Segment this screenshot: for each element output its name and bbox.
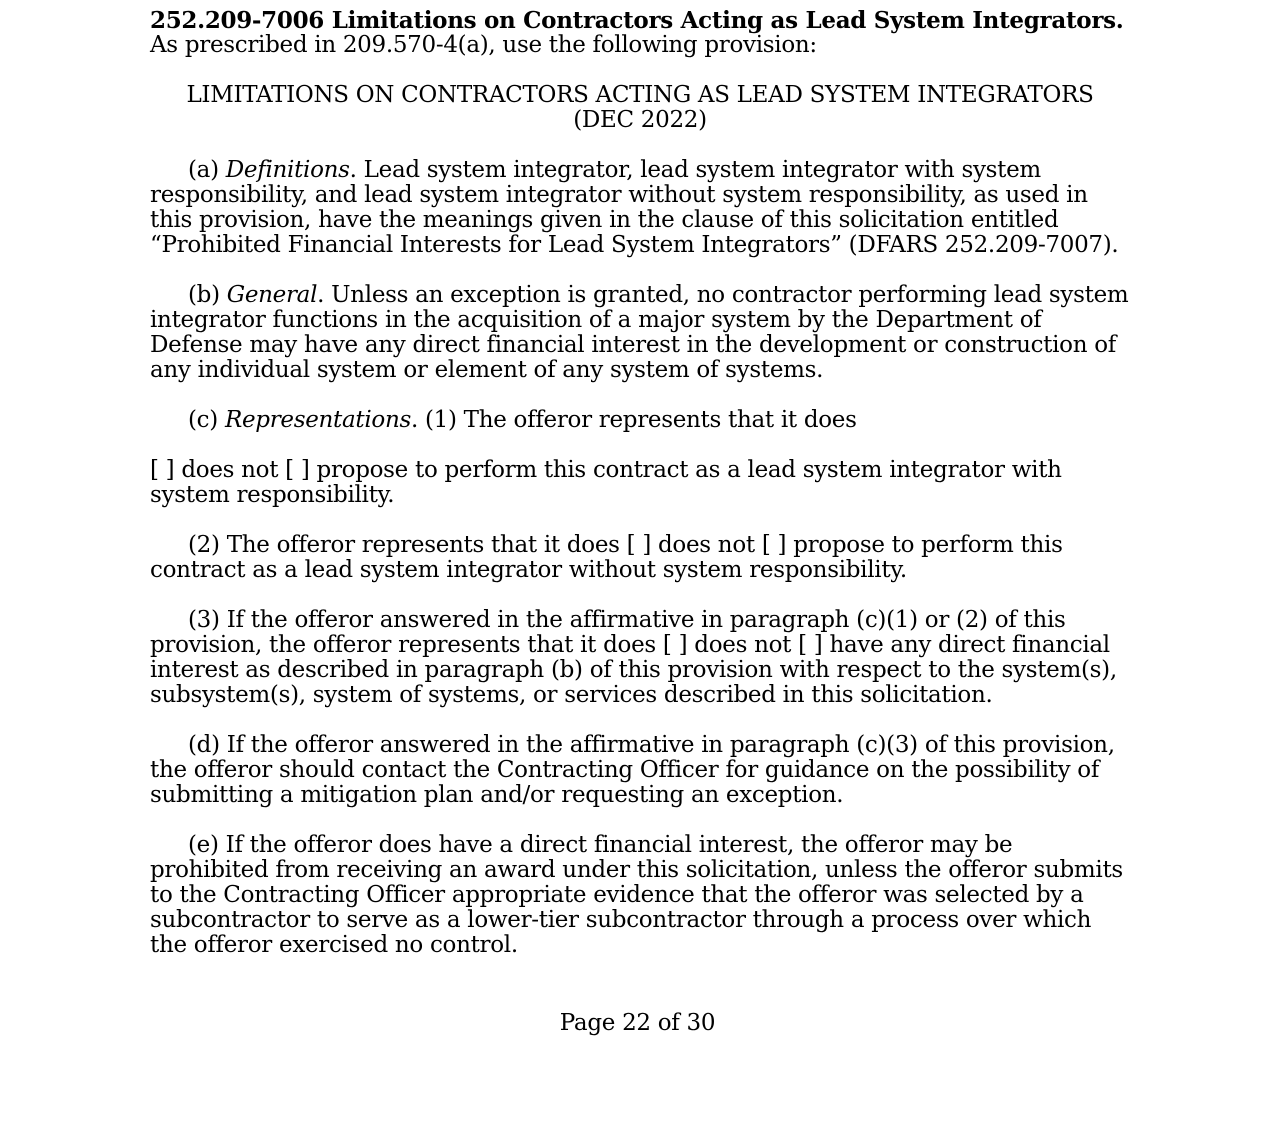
document-page [150, 8, 1130, 983]
paragraph-a-prefix: (a) [188, 157, 226, 183]
paragraph-c1-continuation: [ ] does not [ ] propose to perform this contract as a lead system integrator with system responsibility. [150, 457, 1062, 508]
paragraph-a-label: Definitions [225, 157, 350, 183]
paragraph-e: (e) If the offeror does have a direct financial interest, the offeror may be prohibited from receiving an award under this solicitation, unless the offeror submits to the Contracting Officer appropriate evidence that the offeror was selected by a subcontractor to serve as a lower-tier subcontractor through a process over which the offeror exercised no control. [150, 832, 1123, 958]
clause-date: (DEC 2022) [573, 107, 707, 133]
paragraph-b-text: . Unless an exception is granted, no contractor performing lead system integrator functions in the acquisition of a major system by the Department of Defense may have any direct financial interest in the development or construction of any individual system or element of any system of systems. [150, 282, 1129, 383]
prescription-text: As prescribed in 209.570-4(a), use the following provision: [150, 32, 817, 58]
paragraph-c-prefix: (c) [188, 407, 225, 433]
clause-title [150, 83, 1130, 133]
paragraph-b [150, 283, 1130, 383]
paragraph-a [150, 158, 1130, 258]
paragraph-c2: (2) The offeror represents that it does [ ] does not [ ] propose to perform this contract as a lead system integrator without system responsibility. [150, 532, 1063, 583]
section-heading: 252.209-7006 Limitations on Contractors Acting as Lead System Integrators. [150, 7, 1124, 34]
paragraph-d: (d) If the offeror answered in the affirmative in paragraph (c)(3) of this provision, the offeror should contact the Contracting Officer for guidance on the possibility of submitting a mitigation plan and/or requesting an exception. [150, 732, 1115, 808]
paragraph-c3: (3) If the offeror answered in the affirmative in paragraph (c)(1) or (2) of this provision, the offeror represents that it does [ ] does not [ ] have any direct financial interest as described in paragraph (b) of this provision with respect to the system(s), subsystem(s), system of systems, or services described in this solicitation. [150, 607, 1117, 708]
paragraph-b-label: General [226, 282, 318, 308]
paragraph-a-text: . Lead system integrator, lead system integrator with system responsibility, and lead system integrator without system responsibility, as used in this provision, have the meanings given in the clause of this solicitation entitled “Prohibited Financial Interests for Lead System Integrators” (DFARS 252.209-7007). [150, 157, 1119, 258]
page-number: Page 22 of 30 [559, 1010, 716, 1036]
paragraph-b-prefix: (b) [188, 282, 227, 308]
paragraph-c-text: . (1) The offeror represents that it does [410, 407, 857, 433]
paragraph-c-label: Representations [224, 407, 411, 433]
paragraph-c [150, 408, 1130, 433]
clause-title-line: LIMITATIONS ON CONTRACTORS ACTING AS LEAD SYSTEM INTEGRATORS [186, 82, 1094, 108]
